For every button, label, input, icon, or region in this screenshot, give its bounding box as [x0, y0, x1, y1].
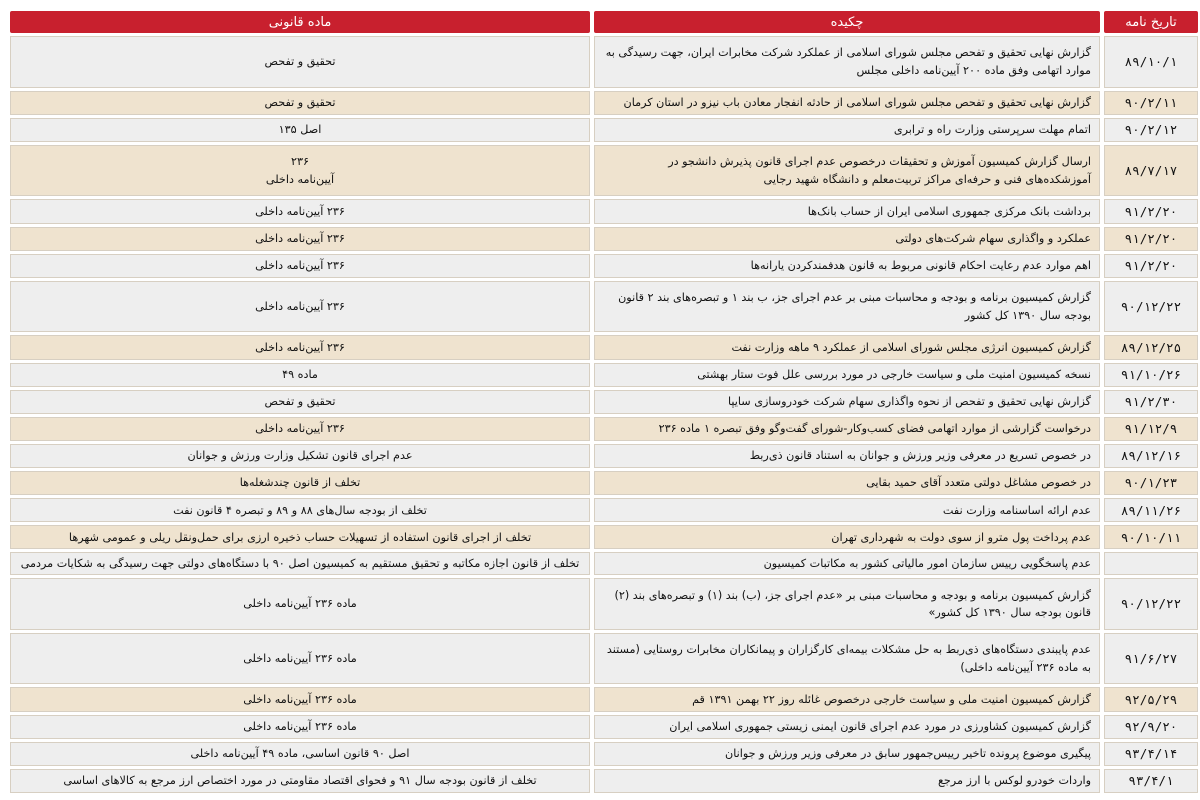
law-article-text: ۲۳۶ آیین‌نامه داخلی — [255, 299, 345, 313]
letter-date-cell: ۹۰/۱۲/۲۲ — [1104, 281, 1198, 333]
law-article-text: ماده ۲۳۶ آیین‌نامه داخلی — [243, 597, 357, 611]
header-law: ماده قانونی — [10, 11, 590, 33]
letter-date-cell: ۹۲/۹/۲۰ — [1104, 715, 1198, 739]
law-article-cell — [10, 199, 590, 223]
summary-cell: درخواست گزارشی از موارد اتهامی فضای کسب‌وکار-شورای گفت‌وگو وفق تبصره ۱ ماده ۲۳۶ — [594, 417, 1100, 441]
law-article-text: ماده ۲۳۶ آیین‌نامه داخلی — [243, 651, 357, 665]
law-article-text: ماده ۲۳۶ آیین‌نامه داخلی — [243, 692, 357, 706]
table-row — [10, 742, 1198, 766]
law-article-cell — [10, 552, 590, 575]
law-article-cell — [10, 444, 590, 468]
summary-cell: اتمام مهلت سرپرستی وزارت راه و ترابری — [594, 118, 1100, 142]
law-article-cell — [10, 578, 590, 630]
law-article-text: تحقیق و تفحص — [264, 395, 336, 409]
summary-cell: عدم پاسخگویی رییس سازمان امور مالیاتی کشور به مکاتبات کمیسیون — [594, 552, 1100, 575]
law-article-cell — [10, 91, 590, 115]
letter-date-cell: ۸۹/۱۲/۲۵ — [1104, 335, 1198, 359]
law-article-text: تخلف از بودجه سال‌های ۸۸ و ۸۹ و تبصره ۴ قانون نفت — [173, 503, 427, 517]
table-row — [10, 471, 1198, 495]
summary-cell: عملکرد و واگذاری سهام شرکت‌های دولتی — [594, 227, 1100, 251]
table-row — [10, 281, 1198, 333]
law-article-text: اصل ۱۳۵ — [278, 123, 322, 137]
law-article-cell — [10, 281, 590, 333]
table-row — [10, 525, 1198, 549]
letter-date-cell: ۹۱/۲/۳۰ — [1104, 390, 1198, 414]
summary-cell: عدم ارائه اساسنامه وزارت نفت — [594, 498, 1100, 522]
law-article-text: ماده ۴۹ — [282, 367, 318, 381]
law-article-text: تحقیق و تفحص — [264, 55, 336, 69]
law-article-text: تخلف از قانون چندشغله‌ها — [239, 476, 361, 490]
law-article-cell — [10, 715, 590, 739]
table-row — [10, 417, 1198, 441]
table-row — [10, 769, 1198, 793]
law-article-cell — [10, 417, 590, 441]
law-article-cell — [10, 118, 590, 142]
law-article-text: تخلف از قانون اجازه مکاتبه و تحقیق مستقیم به کمیسیون اصل ۹۰ با دستگاه‌های دولتی جهت رسیدگی به شکایات مردمی — [20, 557, 580, 571]
law-article-text: تخلف از قانون بودجه سال ۹۱ و فحوای اقتصاد مقاومتی در مورد اختصاص ارز مرجع به کالاهای اساسی — [63, 774, 537, 788]
letter-date-cell: ۸۹/۱۲/۱۶ — [1104, 444, 1198, 468]
law-article-cell — [10, 227, 590, 251]
table-row — [10, 444, 1198, 468]
law-article-text: ۲۳۶ — [290, 155, 310, 169]
summary-cell: نسخه کمیسیون امنیت ملی و سیاست خارجی در مورد بررسی علل فوت ستار بهشتی — [594, 363, 1100, 387]
summary-cell: واردات خودرو لوکس با ارز مرجع — [594, 769, 1100, 793]
letters-table-container — [6, 8, 1194, 796]
letter-date-cell — [1104, 552, 1198, 575]
law-article-text: آیین‌نامه داخلی — [265, 172, 335, 186]
letter-date-cell: ۹۰/۱/۲۳ — [1104, 471, 1198, 495]
law-article-cell — [10, 633, 590, 685]
letter-date-cell: ۸۹/۱۰/۱ — [1104, 36, 1198, 88]
law-article-text: تحقیق و تفحص — [264, 95, 336, 109]
table-row — [10, 633, 1198, 685]
law-article-text: ۲۳۶ آیین‌نامه داخلی — [255, 204, 345, 218]
law-article-cell — [10, 363, 590, 387]
letter-date-cell: ۹۱/۱۲/۹ — [1104, 417, 1198, 441]
header-date: تاریخ نامه — [1104, 11, 1198, 33]
law-article-cell — [10, 471, 590, 495]
summary-cell: عدم پایبندی دستگاه‌های ذی‌ربط به حل مشکلات بیمه‌ای کارگزاران و پیمانکاران مخابرات روستایی (مستند به ماده ۲۳۶ آیین‌نامه داخلی) — [594, 633, 1100, 685]
summary-cell: عدم پرداخت پول مترو از سوی دولت به شهرداری تهران — [594, 525, 1100, 549]
law-article-text: تخلف از اجرای قانون استفاده از تسهیلات حساب ذخیره ارزی برای حمل‌ونقل ریلی و عمومی شهرها — [68, 530, 532, 544]
law-article-text: ۲۳۶ آیین‌نامه داخلی — [255, 340, 345, 354]
summary-cell: گزارش نهایی تحقیق و تفحص از نحوه واگذاری سهام شرکت خودروسازی سایپا — [594, 390, 1100, 414]
table-row — [10, 91, 1198, 115]
law-article-cell — [10, 525, 590, 549]
law-article-text: ۲۳۶ آیین‌نامه داخلی — [255, 422, 345, 436]
summary-cell: اهم موارد عدم رعایت احکام قانونی مربوط به قانون هدفمندکردن یارانه‌ها — [594, 254, 1100, 278]
summary-cell: گزارش کمیسیون کشاورزی در مورد عدم اجرای قانون ایمنی زیستی جمهوری اسلامی ایران — [594, 715, 1100, 739]
table-row — [10, 363, 1198, 387]
letters-table — [6, 8, 1200, 796]
table-row — [10, 227, 1198, 251]
law-article-cell — [10, 254, 590, 278]
table-row — [10, 687, 1198, 711]
table-row — [10, 254, 1198, 278]
law-article-cell — [10, 498, 590, 522]
header-summary: چکیده — [594, 11, 1100, 33]
table-row — [10, 36, 1198, 88]
law-article-text: ماده ۲۳۶ آیین‌نامه داخلی — [243, 719, 357, 733]
letter-date-cell: ۹۰/۱۰/۱۱ — [1104, 525, 1198, 549]
letter-date-cell: ۹۱/۶/۲۷ — [1104, 633, 1198, 685]
table-row — [10, 145, 1198, 197]
letter-date-cell: ۹۱/۲/۲۰ — [1104, 254, 1198, 278]
summary-cell: برداشت بانک مرکزی جمهوری اسلامی ایران از حساب بانک‌ها — [594, 199, 1100, 223]
table-row — [10, 552, 1198, 575]
letter-date-cell: ۹۳/۴/۱۴ — [1104, 742, 1198, 766]
summary-cell: در خصوص مشاغل دولتی متعدد آقای حمید بقایی — [594, 471, 1100, 495]
summary-cell: گزارش کمیسیون برنامه و بودجه و محاسبات مبنی بر «عدم اجرای جز، (ب) بند (۱) و تبصره‌های بند (۲) قانون بودجه سال ۱۳۹۰ کل کشور» — [594, 578, 1100, 630]
law-article-cell — [10, 742, 590, 766]
law-article-cell — [10, 390, 590, 414]
summary-cell: گزارش نهایی تحقیق و تفحص مجلس شورای اسلامی از عملکرد شرکت مخابرات ایران، جهت رسیدگی به موارد اتهامی وفق ماده ۲۰۰ آیین‌نامه داخلی مجلس — [594, 36, 1100, 88]
table-row — [10, 498, 1198, 522]
law-article-cell — [10, 769, 590, 793]
letter-date-cell: ۹۰/۲/۱۱ — [1104, 91, 1198, 115]
summary-cell: گزارش نهایی تحقیق و تفحص مجلس شورای اسلامی از حادثه انفجار معادن باب نیزو در استان کرمان — [594, 91, 1100, 115]
letter-date-cell: ۹۰/۲/۱۲ — [1104, 118, 1198, 142]
letter-date-cell: ۸۹/۱۱/۲۶ — [1104, 498, 1198, 522]
law-article-cell — [10, 335, 590, 359]
table-row — [10, 335, 1198, 359]
law-article-cell — [10, 687, 590, 711]
summary-cell: در خصوص تسریع در معرفی وزیر ورزش و جوانان به استناد قانون ذی‌ربط — [594, 444, 1100, 468]
summary-cell: گزارش کمیسیون امنیت ملی و سیاست خارجی درخصوص غائله روز ۲۲ بهمن ۱۳۹۱ قم — [594, 687, 1100, 711]
letter-date-cell: ۸۹/۷/۱۷ — [1104, 145, 1198, 197]
table-row — [10, 390, 1198, 414]
letter-date-cell: ۹۱/۲/۲۰ — [1104, 199, 1198, 223]
letter-date-cell: ۹۳/۴/۱ — [1104, 769, 1198, 793]
table-body — [10, 36, 1198, 793]
table-row — [10, 715, 1198, 739]
letter-date-cell: ۹۰/۱۲/۲۲ — [1104, 578, 1198, 630]
law-article-text: عدم اجرای قانون تشکیل وزارت ورزش و جوانان — [187, 449, 413, 463]
table-header-row — [10, 11, 1198, 33]
letter-date-cell: ۹۲/۵/۲۹ — [1104, 687, 1198, 711]
law-article-cell — [10, 145, 590, 197]
summary-cell: پیگیری موضوع پرونده تاخیر رییس‌جمهور سابق در معرفی وزیر ورزش و جوانان — [594, 742, 1100, 766]
letter-date-cell: ۹۱/۱۰/۲۶ — [1104, 363, 1198, 387]
law-article-text: ۲۳۶ آیین‌نامه داخلی — [255, 231, 345, 245]
letter-date-cell: ۹۱/۲/۲۰ — [1104, 227, 1198, 251]
table-row — [10, 578, 1198, 630]
summary-cell: ارسال گزارش کمیسیون آموزش و تحقیقات درخصوص عدم اجرای قانون پذیرش دانشجو در آموزشکده‌های فنی و حرفه‌ای مراکز تربیت‌معلم و دانشگاه شهید رجایی — [594, 145, 1100, 197]
table-row — [10, 199, 1198, 223]
summary-cell: گزارش کمیسیون انرژی مجلس شورای اسلامی از عملکرد ۹ ماهه وزارت نفت — [594, 335, 1100, 359]
law-article-text: اصل ۹۰ قانون اساسی، ماده ۴۹ آیین‌نامه داخلی — [190, 747, 410, 760]
law-article-text: ۲۳۶ آیین‌نامه داخلی — [255, 259, 345, 273]
summary-cell: گزارش کمیسیون برنامه و بودجه و محاسبات مبنی بر عدم اجرای جز، ب بند ۱ و تبصره‌های بند ۲ قانون بودجه سال ۱۳۹۰ کل کشور — [594, 281, 1100, 333]
law-article-cell — [10, 36, 590, 88]
table-row — [10, 118, 1198, 142]
